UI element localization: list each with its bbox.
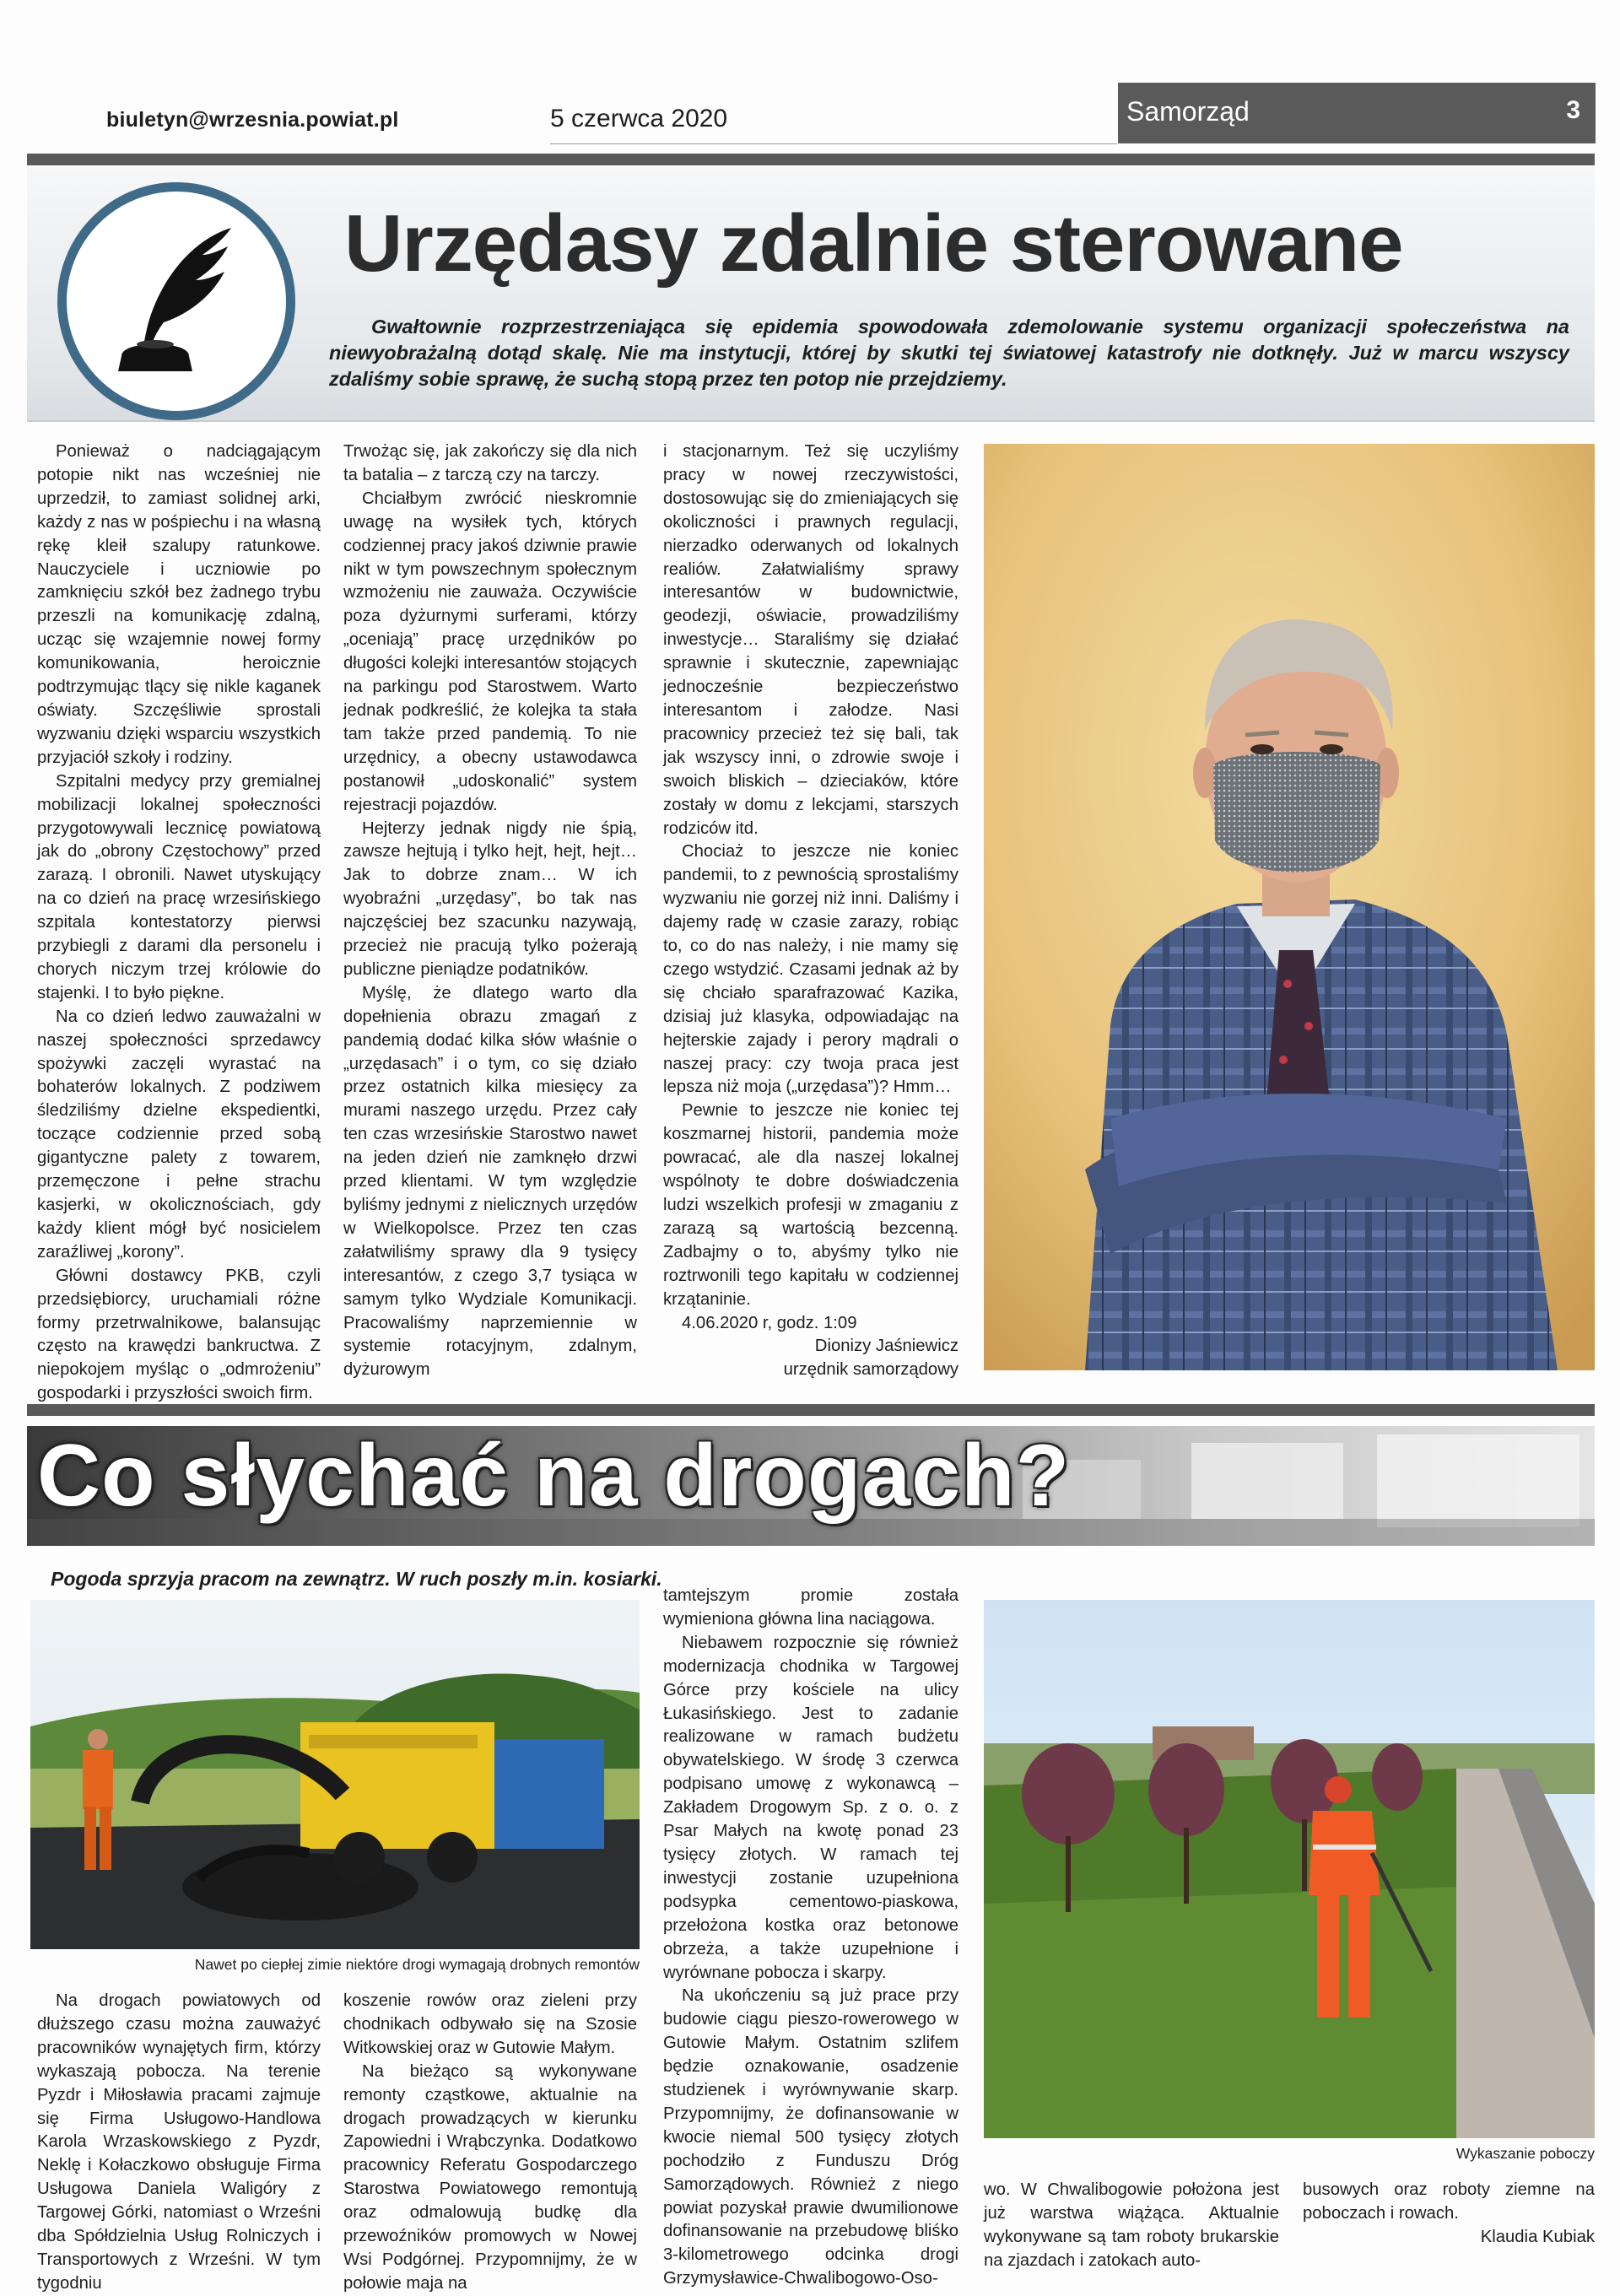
page-number: 3 <box>1566 96 1580 124</box>
author-name: Dionizy Jaśniewicz <box>814 1337 958 1356</box>
mowing-roadside-photo <box>984 1600 1595 2138</box>
paragraph: tamtejszym promie została wymieniona główna lina naciągowa. <box>663 1586 958 1629</box>
paragraph: Pewnie to jeszcze nie koniec tej koszmarnej historii, pandemia może powracać, ale dla naszej lokalnej wspólnoty te dobre doświadczenia ludzi wszelkich profesji w zmaganiu z zarazą są wartością bezcenną. Zadbajmy o to, abyśmy tylko nie roztrwonili tego kapitału w codziennej krzątaninie. <box>663 1101 958 1309</box>
paragraph: Na ukończeniu są już prace przy budowie ciągu pieszo-rowerowego w Gutowie Małym. Ostatnim szlifem będzie oznakowanie, osadzenie studzienek i wyrównywanie skarp. Przypomnijmy, że dofinansowanie w kwocie niemal 500 tysięcy złotych pochodziło z Funduszu Dróg Samorządowych. Również z niego powiat pozyskał prawie dwumilionowe dofinansowanie na przebudowę bliśko 3-kilometrowego odcinka drogi Grzymysławice-Chwalibogowo-Oso- <box>663 1986 958 2288</box>
section-name: Samorząd <box>1126 96 1250 127</box>
quill-ink-icon <box>105 221 248 381</box>
issue-date: 5 czerwca 2020 <box>550 105 728 132</box>
photo-caption: Wykaszanie poboczy <box>1455 2145 1595 2162</box>
paragraph: Główni dostawcy PKB, czyli przedsiębiorcy, uruchamiali różne formy przetrwalnikowe, balansując często na krawędzi bankructwa. Z niepokojem myśląc o „odmrożeniu” gospodarki i przyszłości swoich firm. <box>37 1266 321 1403</box>
paragraph: Na co dzień ledwo zauważalni w naszej społeczności sprzedawcy spożywki zaczęli wyrastać na bohaterów lokalnych. Z podziwem śledziliśmy dzielne ekspedientki, toczące codziennie przed sobą gigantyczne palety z towarem, przemęczone i pełne strachu kasjerki, w okolicznościach, gdy każdy klient mógł być nosicielem zaraźliwej „korony”. <box>37 1007 321 1261</box>
quill-logo <box>57 182 295 420</box>
paragraph: Hejterzy jednak nigdy nie śpią, zawsze hejtują i tylko hejt, hejt, hejt… Jak to dobrze znam… W ich wyobraźni „urzędasy”, bo tak nas najczęściej bez szacunku nazywają, przecież nie pracują tylko pożerają publiczne pieniądze podatników. <box>343 818 637 979</box>
paragraph: Chociaż to jeszcze nie koniec pandemii, to z pewnością sprostaliśmy wyzwaniu nie gorzej niż inni. Daliśmy i dajemy radę w czasie zarazy, robiąc to, co do nas należy, i nie mamy się czego wstydzić. Czasami jednak aż by się chciało sparafrazować Kazika, dzisiaj już klasyka, odpowiadając na hejterskie zajady i perory mądrali o naszej pracy: czy twoja praca jest lepsza niż moja („urzędasa”)? Hmm… <box>663 842 958 1097</box>
header-rule <box>550 143 1117 144</box>
article2-column-5 <box>1303 2179 1595 2250</box>
article1-title: Urzędasy zdalnie sterowane <box>344 198 1403 289</box>
article2-column-4 <box>984 2179 1279 2273</box>
paragraph: Szpitalni medycy przy gremialnej mobilizacji lokalnej społeczności przygotowywali lecznicę powiatową jak do „obrony Częstochowy” przed zarazą. I obronili. Nawet utyskujący na co dzień na pracę wrzesińskiego szpitala kontestatorzy pierwsi przybiegli z darami dla personelu i chorych niczym trzej królowie do stajenki. I to było piękne. <box>37 771 321 1002</box>
article2-column-1 <box>37 1990 321 2296</box>
article2-column-2 <box>343 1990 637 2296</box>
paragraph: Niebawem rozpocznie się również modernizacja chodnika w Targowej Górce przy kościele na ulicy Łukasińskiego. Jest to zadanie realizowane w ramach budżetu obywatelskiego. W środę 3 czerwca podpisano umowę z wykonawcą – Zakładem Drogowym Sp. z o. o. z Psar Małych na kwotę ponad 23 tysięcy złotych. W ramach tej inwestycji zostanie uzupełniona podsypka cementowo-piaskowa, przełożona kostka oraz betonowe obrzeża, a także uzupełnione i wyrównane pobocza i skarpy. <box>663 1633 958 1982</box>
paragraph: i stacjonarnym. Też się uczyliśmy pracy w nowej rzeczywistości, dostosowując się do zmieniających się okoliczności i prawnych regulacji, nierzadko oderwanych od lokalnych realiów. Załatwialiśmy sprawy interesantów w budownictwie, geodezji, oświacie, prowadziliśmy inwestycje… Staraliśmy się działać sprawnie i skutecznie, zapewniając jednocześnie bezpieczeństwo interesantom i załodze. Nasi pracownicy przecież też się bali, tak jak wszyscy inni, o zdrowie swoje i swoich bliskich – dzieciaków, które zostały w domu z lekcjami, starszych rodziców itd. <box>663 442 958 838</box>
dateline: 4.06.2020 r, godz. 1:09 <box>682 1313 857 1332</box>
header-bar <box>27 154 1595 165</box>
article1-lead: Gwałtownie rozprzestrzeniająca się epidemia spowodowała zdemolowanie systemu organizacji społeczeństwa na niewyobrażalną dotąd skalę. Nie ma instytucji, której by skutki tej światowej katastrofy nie dotknęły. Już w marcu wszyscy zdaliśmy sobie sprawę, że suchą stopą przez ten potop nie przejdziemy. <box>329 316 1569 390</box>
article1-column-3 <box>663 440 958 1382</box>
article2-column-3 <box>663 1585 958 2291</box>
section-divider-bar <box>27 1404 1595 1416</box>
author-portrait-photo <box>984 444 1595 1370</box>
paragraph: busowych oraz roboty ziemne na poboczach i rowach. <box>1303 2180 1595 2223</box>
author-role: urzędnik samorządowy <box>783 1360 958 1380</box>
road-repair-photo <box>30 1600 640 1949</box>
paragraph: Na bieżąco są wykonywane remonty cząstkowe, aktualnie na drogach prowadzących w kierunku Zapowiedni i Wrąbczynka. Dodatkowo pracownicy Referatu Gospodarczego Starostwa Powiatowego remontują oraz odmalowują budkę dla przewoźników promowych w Nowej Wsi Podgórnej. Przypomnijmy, że w połowie maja na <box>343 2061 637 2293</box>
paragraph: Ponieważ o nadciągającym potopie nikt nas wcześniej nie uprzedził, to zamiast solidnej arki, każdy z nas w pośpiechu i na własną rękę kleił szalupy ratunkowe. Nauczyciele i uczniowie po zamknięciu szkół bez żadnego trybu przeszli na komunikację zdalną, ucząc się wzajemnie nowej formy komunikowania, heroicznie podtrzymując tlący się nikle kaganek oświaty. Szczęśliwie sprostali wyzwaniu dzięki wsparciu wszystkich przyjaciół szkoły i rodziny. <box>37 442 321 767</box>
paragraph: koszenie rowów oraz zieleni przy chodnikach odbywało się na Szosie Witkowskiej oraz w Gutowie Małym. <box>343 1991 637 2057</box>
newsletter-email: biuletyn@wrzesnia.powiat.pl <box>106 108 399 132</box>
author-name: Klaudia Kubiak <box>1480 2227 1595 2246</box>
paragraph: Myślę, że dlatego warto dla dopełnienia obrazu zmagań z pandemią dodać kilka słów właśnie o „urzędasach” i o tym, co się działo przez ostatnich kilka miesięcy za murami naszego urzędu. Przez cały ten czas wrzesińskie Starostwo nawet na jeden dzień nie zamknęło drzwi przed klientami. W tym względzie byliśmy jednymi z nielicznych urzędów w Wielkopolsce. Przez ten czas załatwiliśmy sprawy dla 9 tysięcy interesantów, z czego 3,7 tysiąca w samym tylko Wydziale Komunikacji. Pracowaliśmy naprzemiennie w systemie rotacyjnym, zdalnym, dyżurowym <box>343 983 637 1380</box>
article2-lead: Pogoda sprzyja pracom na zewnątrz. W ruch poszły m.in. kosiarki. <box>51 1568 662 1590</box>
photo-caption: Nawet po ciepłej zimie niektóre drogi wymagają drobnych remontów <box>194 1956 640 1973</box>
article1-column-2 <box>343 440 637 1382</box>
article2-title: Co słychać na drogach? <box>37 1427 1071 1525</box>
paragraph: Na drogach powiatowych od dłuższego czasu można zauważyć pracowników wynajętych firm, którzy wykaszają pobocza. Na terenie Pyzdr i Miłosławia pracami zajmuje się Firma Usługowo-Handlowa Karola Wrzaskowskiego z Pyzdr, Neklę i Kołaczkowo obsługuje Firma Usługowa Daniela Waligóry z Targowej Górki, natomiast o Wrześni dba Spółdzielnia Usług Rolniczych i Transportowych z Wrześni. W tym tygodniu <box>37 1991 321 2293</box>
article1-column-1 <box>37 440 321 1406</box>
section-header <box>1118 83 1596 143</box>
paragraph: Trwożąc się, jak zakończy się dla nich ta batalia – z tarczą czy na tarczy. <box>343 442 637 484</box>
paragraph: wo. W Chwalibogowie położona jest już warstwa wiążąca. Aktualnie wykonywane są tam roboty brukarskie na zjazdach i zatokach auto- <box>984 2180 1279 2270</box>
paragraph: Chciałbym zwrócić nieskromnie uwagę na wysiłek tych, których codziennej pracy jakoś dziwnie prawie nikt w tym powszechnym społecznym wzmożeniu nie zauważa. Oczywiście poza dyżurnymi surferami, którzy „oceniają” pracę urzędników po długości kolejki interesantów stojących na parkingu pod Starostwem. Warto jednak podkreślić, że kolejka ta stała tam także przed pandemią. To nie urzędnicy, a obecny ustawodawca postanowił „udoskonalić” system rejestracji pojazdów. <box>343 489 637 814</box>
